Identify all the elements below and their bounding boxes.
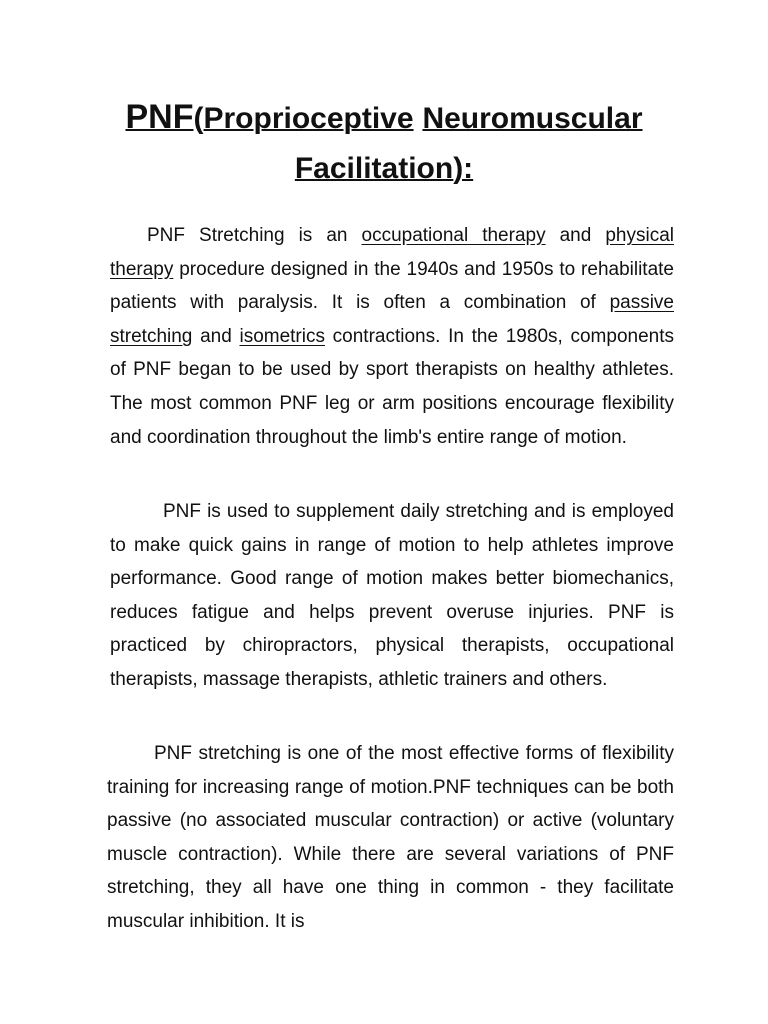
link-physical-therapy[interactable]: physical therapy (110, 225, 674, 280)
paragraph-1-text: contractions. In the 1980s, components of PNF began to be used by sport therapists on healthy athletes. The most common PNF leg or arm positions encourage flexibility and coordination throughout the limb's entire range of motion. (110, 325, 674, 448)
paragraph-1 (110, 219, 674, 454)
paragraph-1-text: PNF Stretching is an (147, 225, 362, 246)
paragraph-1-text: and (192, 325, 240, 347)
title-open-paren: ( (193, 102, 204, 135)
paragraph-1-text: and (545, 225, 606, 246)
title-word-neuromuscular: Neuromuscular (422, 102, 643, 135)
paragraph-3: PNF stretching is one of the most effective forms of flexibility training for increasing range of motion.PNF techniques can be both passive (no associated muscular contraction) or active (voluntary muscle contraction). While there are several variations of PNF stretching, they all have one thing in common - they facilitate muscular inhibition. It is (107, 743, 674, 932)
link-passive-stretching[interactable]: passive stretching (110, 292, 674, 347)
paragraph-2: PNF is used to supplement daily stretching and is employed to make quick gains in range of motion to help athletes improve performance. Good range of motion makes better biomechanics, reduces fatigue and helps prevent overuse injuries. PNF is practiced by chiropractors, physical therapists, occupational therapists, massage therapists, athletic trainers and others. (110, 501, 674, 690)
title-word-proprioceptive: Proprioceptive (203, 102, 414, 135)
title-close-paren: ): (453, 152, 474, 185)
title-word-facilitation: Facilitation (294, 152, 454, 185)
document-title (60, 93, 708, 193)
paragraph-1-text: procedure designed in the 1940s and 1950s to rehabilitate patients with paralysis. It is often a combination of (110, 258, 674, 314)
link-isometrics[interactable]: isometrics (239, 325, 325, 347)
title-abbreviation: PNF (125, 98, 194, 136)
link-occupational-therapy[interactable]: occupational therapy (361, 225, 546, 246)
